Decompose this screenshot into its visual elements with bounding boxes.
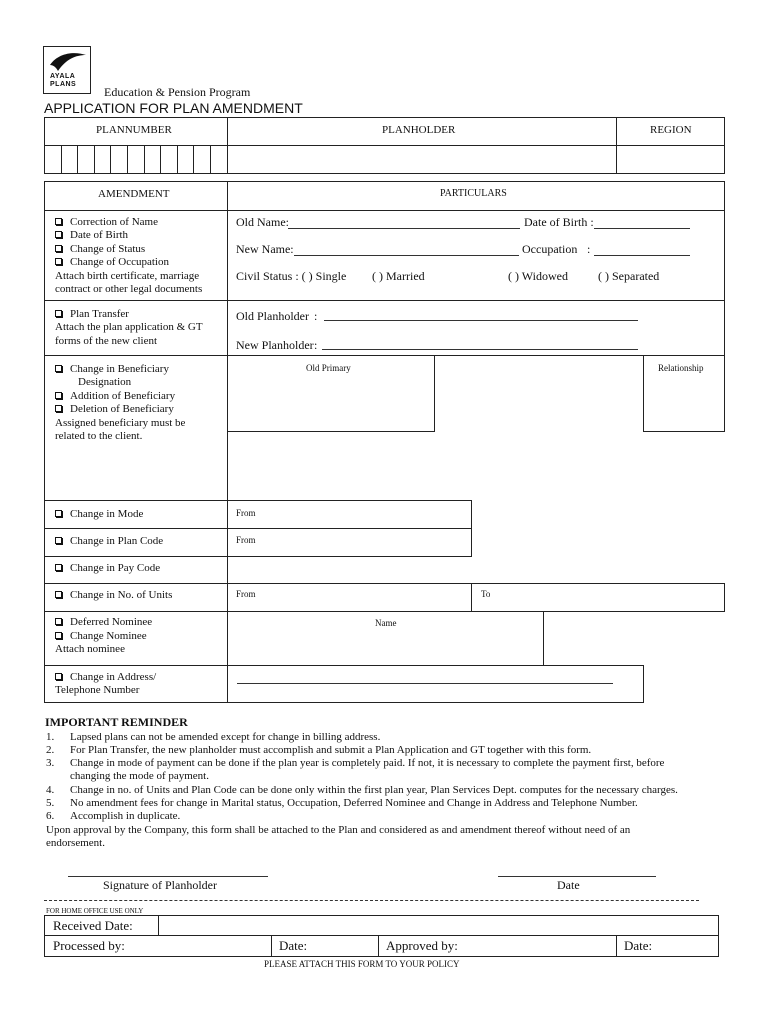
checkbox-change-in-pay-code[interactable]: Change in Pay Code <box>55 562 160 575</box>
checkbox-icon[interactable] <box>55 673 62 680</box>
nominee-name-label: Name <box>375 618 397 628</box>
civil-status-widowed[interactable]: ( ) Widowed <box>508 269 568 283</box>
digit-box-divider <box>61 146 62 173</box>
sec3-note-line2: related to the client. <box>55 430 143 442</box>
checkbox-icon[interactable] <box>55 231 62 238</box>
particulars-header: PARTICULARS <box>440 188 507 199</box>
reminder-closing: Upon approval by the Company, this form shall be attached to the Plan and considered as and amendment thereof without need of an <box>46 824 631 836</box>
company-logo <box>43 46 91 94</box>
new-planholder-colon: : <box>314 338 318 352</box>
checkbox-change-of-occupation[interactable]: Change of Occupation <box>55 256 169 269</box>
checkbox-icon[interactable] <box>55 365 62 372</box>
checkbox-icon[interactable] <box>55 537 62 544</box>
reminder-item: 2. For Plan Transfer, the new planholder must accomplish and submit a Plan Application and GT together with this form. <box>46 744 592 756</box>
date-line[interactable] <box>498 876 656 877</box>
address-box[interactable] <box>227 665 644 703</box>
units-to-label: To <box>481 589 491 599</box>
checkbox-date-of-birth[interactable]: Date of Birth <box>55 229 128 242</box>
checkbox-plan-transfer[interactable]: Plan Transfer <box>55 308 129 321</box>
reminder-item: 1. Lapsed plans can not be amended except for change in billing address. <box>46 731 381 743</box>
beneficiary-designation-text: Designation <box>78 376 132 388</box>
units-to-box[interactable] <box>471 583 725 612</box>
sec2-note-line1: Attach the plan application & GT <box>55 321 203 333</box>
new-name-label: New Name: <box>236 242 294 256</box>
approved-by-label: Approved by: <box>386 938 458 953</box>
digit-box-divider <box>127 146 128 173</box>
checkbox-icon[interactable] <box>55 258 62 265</box>
occupation-label: Occupation <box>522 242 578 256</box>
old-planholder-colon: : <box>314 309 318 323</box>
footer-note: PLEASE ATTACH THIS FORM TO YOUR POLICY <box>264 959 460 969</box>
checkbox-icon[interactable] <box>55 632 62 639</box>
checkbox-change-in-address[interactable]: Change in Address/ <box>55 671 156 684</box>
checkbox-icon[interactable] <box>55 392 62 399</box>
old-primary-label: Old Primary <box>306 363 351 373</box>
processed-by-label: Processed by: <box>53 938 125 953</box>
signature-line[interactable] <box>68 876 268 877</box>
digit-box-divider <box>210 146 211 173</box>
checkbox-icon[interactable] <box>55 618 62 625</box>
checkbox-icon[interactable] <box>55 591 62 598</box>
checkbox-deferred-nominee[interactable]: Deferred Nominee <box>55 616 152 629</box>
digit-box-divider <box>77 146 78 173</box>
page-title: APPLICATION FOR PLAN AMENDMENT <box>44 100 303 116</box>
reminder-title: IMPORTANT REMINDER <box>45 715 188 729</box>
date-of-birth-field[interactable] <box>594 228 690 229</box>
occupation-field[interactable] <box>594 255 690 256</box>
civil-status-single[interactable]: Civil Status : ( ) Single <box>236 269 347 283</box>
nominee-note: Attach nominee <box>55 643 125 655</box>
address-field[interactable] <box>237 683 613 684</box>
logo-text: AYALA PLANS <box>50 73 77 88</box>
digit-box-divider <box>110 146 111 173</box>
checkbox-change-in-plan-code[interactable]: Change in Plan Code <box>55 535 163 548</box>
checkbox-deletion-of-beneficiary[interactable]: Deletion of Beneficiary <box>55 403 174 416</box>
checkbox-icon[interactable] <box>55 564 62 571</box>
approved-date-label: Date: <box>624 938 653 953</box>
old-name-label: Old Name: <box>236 215 289 229</box>
relationship-label: Relationship <box>658 363 704 373</box>
received-date-field[interactable] <box>159 916 718 935</box>
checkbox-icon[interactable] <box>55 218 62 225</box>
received-date-label: Received Date: <box>53 918 133 933</box>
digit-box-divider <box>144 146 145 173</box>
checkbox-change-in-beneficiary[interactable]: Change in Beneficiary <box>55 363 169 376</box>
reminder-item: 6. Accomplish in duplicate. <box>46 810 181 822</box>
office-use-header: FOR HOME OFFICE USE ONLY <box>46 907 144 915</box>
sec3-note-line1: Assigned beneficiary must be <box>55 417 186 429</box>
digit-box-divider <box>160 146 161 173</box>
region-header: REGION <box>650 124 692 136</box>
reminder-item: 4. Change in no. of Units and Plan Code can be done only within the first plan year, Plan Services Dept. computes for the necessary charges. <box>46 784 678 796</box>
program-name: Education & Pension Program <box>104 85 251 99</box>
civil-status-separated[interactable]: ( ) Separated <box>598 269 660 283</box>
units-from-label: From <box>236 589 256 599</box>
old-name-field[interactable] <box>288 228 520 229</box>
reminder-item: 5. No amendment fees for change in Marital status, Occupation, Deferred Nominee and Change in Address and Telephone Number. <box>46 797 638 809</box>
checkbox-icon[interactable] <box>55 510 62 517</box>
processed-date-label: Date: <box>279 938 308 953</box>
checkbox-change-in-mode[interactable]: Change in Mode <box>55 508 143 521</box>
new-planholder-label: New Planholder <box>236 338 314 352</box>
checkbox-change-in-no-of-units[interactable]: Change in No. of Units <box>55 589 172 602</box>
amendment-header: AMENDMENT <box>98 188 170 200</box>
mode-from-box[interactable] <box>227 500 472 529</box>
new-planholder-field[interactable] <box>322 349 638 350</box>
sec2-note-line2: forms of the new client <box>55 335 158 347</box>
new-name-field[interactable] <box>294 255 519 256</box>
signature-label: Signature of Planholder <box>103 878 217 892</box>
planholder-field[interactable] <box>228 146 615 173</box>
planholder-header: PLANHOLDER <box>382 124 456 136</box>
reminder-item-continued: changing the mode of payment. <box>70 770 209 782</box>
checkbox-change-nominee[interactable]: Change Nominee <box>55 630 147 643</box>
date-of-birth-label: Date of Birth : <box>524 215 594 229</box>
checkbox-change-of-status[interactable]: Change of Status <box>55 243 145 256</box>
old-planholder-label: Old Planholder <box>236 309 309 323</box>
digit-box-divider <box>193 146 194 173</box>
digit-box-divider <box>44 146 45 173</box>
sec1-note-line2: contract or other legal documents <box>55 283 203 295</box>
checkbox-icon[interactable] <box>55 310 62 317</box>
checkbox-correction-of-name[interactable]: Correction of Name <box>55 216 158 229</box>
region-field[interactable] <box>617 146 724 173</box>
occupation-colon: : <box>587 242 591 256</box>
reminder-item: 3. Change in mode of payment can be done if the plan year is completely paid. If not, it is necessary to complete the payment first, before <box>46 757 665 769</box>
reminder-closing-line2: endorsement. <box>46 837 105 849</box>
address-telephone-text: Telephone Number <box>55 684 140 696</box>
cut-line <box>44 900 699 901</box>
plan-code-from-label: From <box>236 535 256 545</box>
sec1-note-line1: Attach birth certificate, marriage <box>55 270 200 282</box>
checkbox-addition-of-beneficiary[interactable]: Addition of Beneficiary <box>55 390 175 403</box>
civil-status-married[interactable]: ( ) Married <box>372 269 425 283</box>
digit-box-divider <box>94 146 95 173</box>
mode-from-label: From <box>236 508 256 518</box>
plan-code-from-box[interactable] <box>227 528 472 557</box>
checkbox-icon[interactable] <box>55 405 62 412</box>
checkbox-icon[interactable] <box>55 245 62 252</box>
date-label: Date <box>557 878 580 892</box>
units-from-box[interactable] <box>227 583 472 612</box>
plannumber-header: PLANNUMBER <box>96 124 172 136</box>
digit-box-divider <box>177 146 178 173</box>
old-planholder-field[interactable] <box>324 320 638 321</box>
